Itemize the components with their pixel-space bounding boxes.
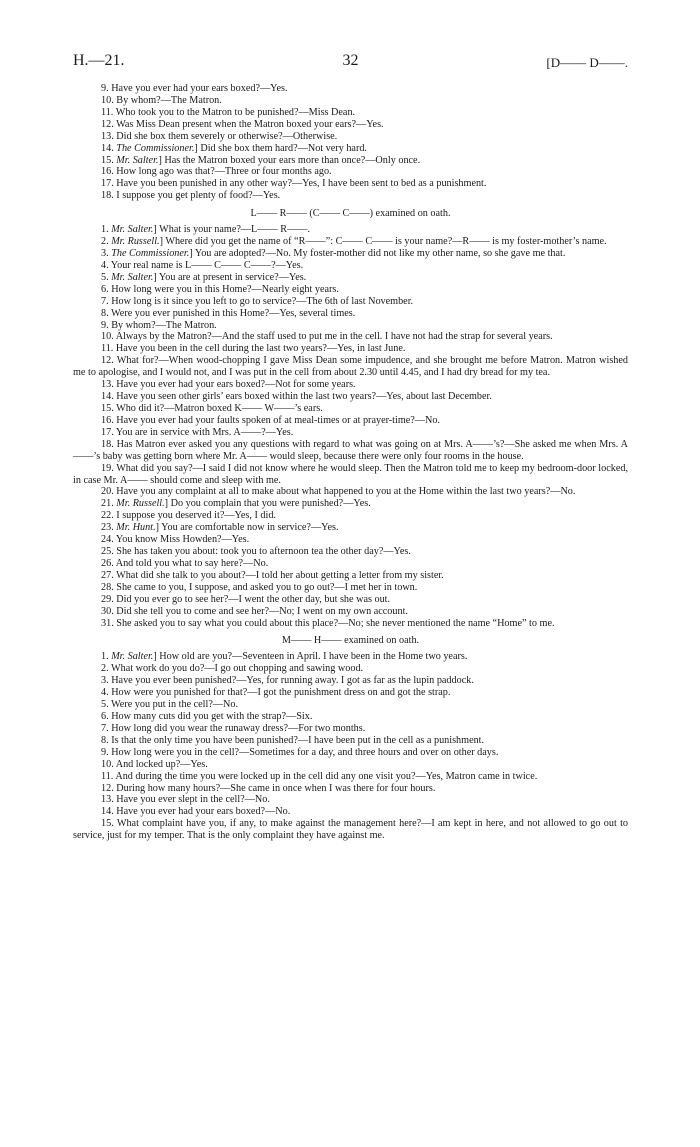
qa-paragraph: 3. Have you ever been punished?—Yes, for running away. I got as far as the lupin paddock. [101,675,474,687]
qa-paragraph: 30. Did she tell you to come and see her?—No; I went on my own account. [101,605,408,617]
qa-paragraph: 5. Were you put in the cell?—No. [101,699,239,711]
qa-paragraph: 10. By whom?—The Matron. [101,94,222,106]
qa-paragraph: 22. I suppose you deserved it?—Yes, I did. [101,510,276,522]
document-code: H.—21. [73,52,125,69]
qa-paragraph: 2. What work do you do?—I go out chopping and sawing wood. [101,663,364,675]
qa-paragraph: 15. Mr. Salter.] Has the Matron boxed your ears more than once?—Only once. [101,154,421,166]
qa-paragraph: 10. And locked up?—Yes. [101,758,208,770]
qa-paragraph: 2. Mr. Russell.] Where did you get the name of “R——”: C—— C—— is your name?—R—— is my foster-mother’s name. [101,236,607,248]
qa-paragraph: 12. Was Miss Dean present when the Matron boxed your ears?—Yes. [101,118,384,130]
qa-paragraph: 27. What did she talk to you about?—I told her about getting a letter from my sister. [101,569,444,581]
qa-paragraph: 7. How long did you wear the runaway dress?—For two months. [101,722,366,734]
qa-paragraph: 6. How long were you in this Home?—Nearly eight years. [101,283,339,295]
qa-paragraph: 11. Have you been in the cell during the last two years?—Yes, in last June. [101,343,406,355]
qa-paragraph: 20. Have you any complaint at all to make about what happened to you at the Home within the last two years?—No. [101,486,576,498]
qa-paragraph: 17. Have you been punished in any other way?—Yes, I have been sent to bed as a punishment. [101,178,487,190]
qa-paragraph: 15. Who did it?—Matron boxed K—— W——’s ears. [101,402,323,414]
qa-paragraph: 3. The Commissioner.] You are adopted?—No. My foster-mother did not like my other name, so she gave me that. [101,247,566,259]
section-heading: M—— H—— examined on oath. [281,635,420,647]
qa-paragraph: 9. By whom?—The Matron. [101,319,217,331]
page-number: 32 [342,52,359,69]
section-heading: L—— R—— (C—— C——) examined on oath. [250,208,451,220]
qa-paragraph: 25. She has taken you about: took you to afternoon tea the other day?—Yes. [101,546,411,558]
qa-paragraph: 11. Who took you to the Matron to be punished?—Miss Dean. [101,106,356,118]
qa-paragraph: 17. You are in service with Mrs. A——?—Yes. [101,426,294,438]
qa-paragraph: 18. Has Matron ever asked you any questions with regard to what was going on at Mrs. A——’s?—She asked me when Mrs. A——’s baby was getting born where Mr. A—— would sleep, because there were only four rooms in the house. [73,438,628,462]
qa-paragraph: 14. Have you ever had your ears boxed?—No. [101,806,291,818]
qa-paragraph: 31. She asked you to say what you could about this place?—No; she never mentioned the name “Home” to me. [101,617,555,629]
qa-paragraph: 4. Your real name is L—— C—— C——?—Yes. [101,259,304,271]
qa-paragraph: 13. Did she box them severely or otherwise?—Otherwise. [101,130,338,142]
qa-paragraph: 23. Mr. Hunt.] You are comfortable now in service?—Yes. [101,522,339,534]
page-header [73,52,628,74]
qa-paragraph: 19. What did you say?—I said I did not know where he would sleep. Then the Matron told me to keep my bedroom-door locked, in case Mr. A—— should come and sleep with me. [73,462,628,486]
qa-paragraph: 16. Have you ever had your faults spoken of at meal-times or at prayer-time?—No. [101,414,440,426]
qa-paragraph: 12. What for?—When wood-chopping I gave Miss Dean some impudence, and she brought me before Matron. Matron wished me to apologise, and I would not, and I was put in the cell from about 2.30 until 4.45, and I had dry bread for my tea. [73,355,628,379]
qa-paragraph: 16. How long ago was that?—Three or four months ago. [101,166,332,178]
qa-paragraph: 6. How many cuts did you get with the strap?—Six. [101,711,313,723]
qa-paragraph: 9. How long were you in the cell?—Sometimes for a day, and three hours and over on other days. [101,746,499,758]
qa-paragraph: 10. Always by the Matron?—And the staff used to put me in the cell. I have not had the strap for several years. [101,331,553,343]
qa-paragraph: 18. I suppose you get plenty of food?—Yes. [101,190,281,202]
qa-paragraph: 15. What complaint have you, if any, to make against the management here?—I am kept in here, and not allowed to go out to service, just for my temper. That is the only complaint they have against me. [73,818,628,842]
qa-paragraph: 8. Were you ever punished in this Home?—Yes, several times. [101,307,356,319]
qa-paragraph: 1. Mr. Salter.] How old are you?—Seventeen in April. I have been in the Home two years. [101,651,468,663]
qa-paragraph: 13. Have you ever had your ears boxed?—Not for some years. [101,379,356,391]
qa-paragraph: 12. During how many hours?—She came in once when I was there for four hours. [101,782,436,794]
qa-paragraph: 21. Mr. Russell.] Do you complain that you were punished?—Yes. [101,498,371,510]
qa-paragraph: 11. And during the time you were locked up in the cell did any one visit you?—Yes, Matron came in twice. [101,770,538,782]
qa-paragraph: 1. Mr. Salter.] What is your name?—L—— R——. [101,224,310,236]
qa-paragraph: 13. Have you ever slept in the cell?—No. [101,794,270,806]
qa-paragraph: 24. You know Miss Howden?—Yes. [101,534,250,546]
document-body [73,83,628,842]
qa-paragraph: 7. How long is it since you left to go to service?—The 6th of last November. [101,295,414,307]
qa-paragraph: 29. Did you ever go to see her?—I went the other day, but she was out. [101,593,391,605]
running-head: [D—— D——. [546,55,628,70]
qa-paragraph: 8. Is that the only time you have been punished?—I have been put in the cell as a punishment. [101,734,485,746]
qa-paragraph: 4. How were you punished for that?—I got the punishment dress on and got the strap. [101,687,451,699]
qa-paragraph: 14. The Commissioner.] Did she box them hard?—Not very hard. [101,142,367,154]
qa-paragraph: 9. Have you ever had your ears boxed?—Yes. [101,83,288,94]
qa-paragraph: 5. Mr. Salter.] You are at present in service?—Yes. [101,271,307,283]
qa-paragraph: 28. She came to you, I suppose, and asked you to go out?—I met her in town. [101,581,418,593]
qa-paragraph: 26. And told you what to say here?—No. [101,557,269,569]
qa-paragraph: 14. Have you seen other girls’ ears boxed within the last two years?—Yes, about last December. [101,391,492,403]
